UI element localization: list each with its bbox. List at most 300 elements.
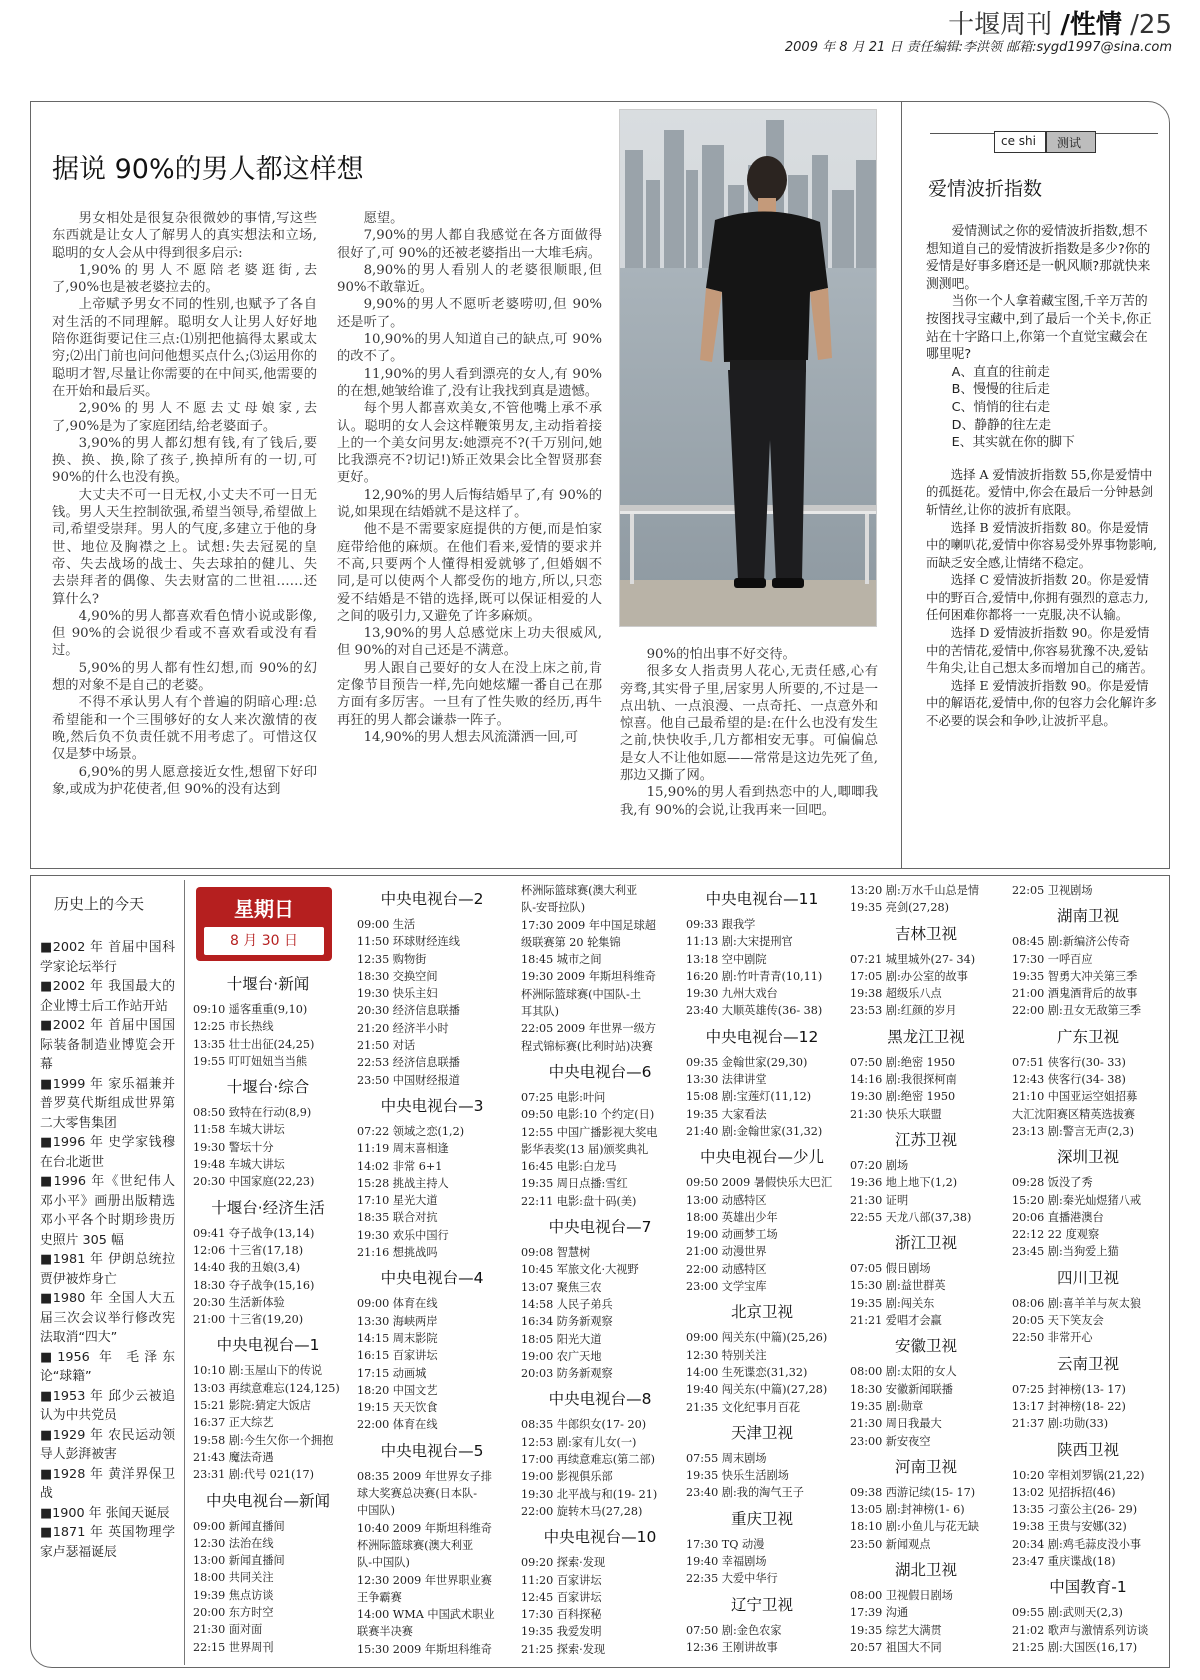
program-line: 11:19 周末喜相逢 [357, 1142, 449, 1156]
program-line: 23:13 剧:警言无声(2,3) [1012, 1124, 1135, 1138]
program-line: 22:05 2009 年世界一级方 [521, 1022, 656, 1036]
tv-column-f [1012, 882, 1164, 1656]
program-line: 23:00 新安夜空 [850, 1434, 931, 1448]
program-line: 10:20 宰相刘罗锅(21,22) [1012, 1468, 1145, 1482]
article-paragraph: 15,90%的男人看到热恋中的人,唧唧我我,有 90%的会说,让我再来一回吧。 [620, 785, 878, 818]
article-title: 据说 90%的男人都这样想 [52, 154, 364, 185]
program-line: 19:30 剧:绝密 1950 [850, 1090, 956, 1104]
tv-column-e [850, 882, 1002, 1656]
program-line: 14:16 剧:我很探柯南 [850, 1073, 957, 1087]
program-line: 13:30 法律讲堂 [686, 1073, 767, 1087]
program-line: 12:30 2009 年世界职业赛 [357, 1573, 492, 1587]
channel-name: 辽宁卫视 [730, 1595, 793, 1614]
program-line: 19:30 2009 年斯坦科维奇 [521, 970, 656, 984]
header-sep: / [1060, 10, 1070, 40]
history-item: ■1900 年 张闻天诞辰 [40, 1505, 170, 1521]
program-line: 17:15 动画城 [357, 1366, 427, 1380]
program-line: 09:33 跟我学 [686, 918, 756, 931]
program-line: 19:35 智勇大冲关第三季 [1012, 969, 1138, 983]
program-line: 13:35 壮士出征(24,25) [193, 1037, 315, 1051]
program-line: 杯洲际篮球赛(中国队-土 [521, 987, 642, 1001]
program-line: 队-安哥拉队) [521, 901, 586, 915]
program-line: 13:03 再续意难忘(124,125) [193, 1381, 340, 1395]
quiz-option: B、慢慢的往后走 [951, 382, 1050, 398]
program-line: 09:10 遥客重重(9,10) [193, 1003, 308, 1016]
program-line: 19:58 剧:今生欠你一个拥抱 [193, 1433, 334, 1447]
history-item: ■1996 年 史学家钱穆在台北逝世 [40, 1135, 175, 1170]
program-line: 18:30 夺子战争(15,16) [193, 1278, 315, 1292]
channel-name: 重庆卫视 [730, 1509, 793, 1528]
quiz-spacer [926, 452, 1158, 466]
program-line: 15:20 剧:秦光灿煜猪八戒 [1012, 1193, 1142, 1207]
program-line: 大汇沈阳赛区精英选拔赛 [1012, 1107, 1136, 1121]
program-line: 22:00 旋转木马(27,28) [521, 1504, 643, 1518]
program-line: 19:35 综艺大满贯 [850, 1623, 942, 1637]
channel-name: 中央电视台—11 [705, 890, 819, 908]
program-line: 17:30 一呼百应 [1012, 952, 1093, 966]
editor-line: 2009 年 8 月 21 日 责任编辑:李洪领 邮箱:sygd1997@sina.com [784, 40, 1172, 55]
program-line: 17:30 2009 年中国足球超 [521, 918, 656, 932]
program-line: 19:38 王贵与安娜(32) [1012, 1520, 1127, 1534]
program-line: 11:13 剧:大宋提刑官 [686, 935, 793, 949]
program-line: 08:50 致特在行动(8,9) [193, 1106, 312, 1120]
quiz-answer: 选择 D 爱情波折指数 90。你是爱情中的苦情花,爱情中,你容易犹豫不决,爱钻牛角尖,让自己想太多而增加自己的痛苦。 [926, 625, 1153, 676]
program-line: 19:39 焦点访谈 [193, 1588, 274, 1602]
program-line: 20:30 中国家庭(22,23) [193, 1175, 315, 1189]
history-item: ■2002 年 首届中国科学家论坛举行 [40, 940, 175, 975]
program-line: 17:30 TQ 动漫 [686, 1537, 765, 1551]
quiz-option: A、直直的往前走 [951, 364, 1050, 380]
article-paragraph: 男女相处是很复杂很微妙的事情,写这些东西就是让女人了解男人的真实想法和立场,聪明的女人会从中得到很多启示: [52, 211, 317, 261]
program-line: 20:00 东方时空 [193, 1606, 274, 1620]
program-line: 18:35 联合对抗 [357, 1211, 438, 1225]
program-line: 16:37 正大综艺 [193, 1416, 274, 1430]
program-line: 19:36 地上地下(1,2) [850, 1176, 958, 1190]
history-item: ■1956 年 毛泽东论“球籍” [40, 1349, 175, 1384]
program-line: 11:58 车城大讲坛 [193, 1123, 285, 1137]
program-line: 12:55 中国广播影视大奖电 [521, 1125, 658, 1139]
program-line: 15:30 2009 年斯坦科维奇 [357, 1642, 492, 1656]
man-by-harbor-illustration [620, 110, 877, 627]
article-paragraph: 8,90%的男人看别人的老婆很顺眼,但 90%不敢靠近。 [337, 262, 602, 296]
program-line: 球大奖赛总决赛(日本队- [357, 1487, 478, 1501]
program-line: 12:30 法治在线 [193, 1536, 274, 1550]
program-line: 20:30 生活新体验 [193, 1295, 285, 1309]
program-line: 23:31 剧:代号 021(17) [193, 1468, 315, 1482]
program-line: 19:38 超级乐八点 [850, 987, 942, 1001]
quiz-tag-label: 测试 [1046, 131, 1096, 153]
channel-name: 十堰台·综合 [226, 1078, 310, 1097]
quiz-tag-pinyin: ce shi [994, 131, 1046, 153]
program-line: 16:45 电影:白龙马 [521, 1160, 617, 1174]
program-line: 07:50 剧:绝密 1950 [850, 1055, 956, 1069]
program-line: 07:25 封神榜(13- 17) [1012, 1382, 1126, 1396]
program-line: 12:35 购物街 [357, 952, 427, 966]
channel-name: 广东卫视 [1056, 1027, 1119, 1046]
program-line: 队-中国队) [357, 1556, 410, 1570]
program-line: 13:30 海峡两岸 [357, 1314, 438, 1328]
program-line: 21:30 证明 [850, 1193, 909, 1207]
program-line: 19:40 闯关东(中篇)(27,28) [686, 1383, 828, 1397]
channel-name: 四川卫视 [1056, 1268, 1119, 1287]
history-item: ■1928 年 黄洋界保卫战 [40, 1466, 175, 1501]
article-paragraph: 不得不承认男人有个普遍的阴暗心理:总希望能和一个三围够好的女人来次激情的夜晚,然后负不负责任就不用考虑了。可惜这仅仅是梦中场景。 [52, 695, 317, 763]
program-line: 21:00 动漫世界 [686, 1245, 767, 1259]
channel-name: 中央电视台—7 [548, 1218, 652, 1237]
program-line: 19:00 动画梦工场 [686, 1228, 778, 1242]
program-line: 21:00 十三省(19,20) [193, 1313, 304, 1327]
program-line: 14:00 生死谍恋(31,32) [686, 1365, 808, 1379]
channel-name: 北京卫视 [730, 1303, 793, 1322]
program-line: 09:00 体育在线 [357, 1297, 438, 1311]
history-item: ■1929 年 农民运动领导人彭湃被害 [40, 1427, 175, 1462]
program-line: 21:35 文化纪事月百花 [686, 1400, 801, 1414]
program-line: 09:08 智慧树 [521, 1246, 591, 1260]
tv-column-a [193, 967, 343, 1656]
program-line: 16:34 防务新观察 [521, 1315, 613, 1329]
article-paragraph: 愿望。 [363, 211, 404, 226]
channel-name: 中央电视台—12 [705, 1027, 819, 1046]
day-name: 星期日 [234, 897, 294, 921]
program-line: 17:05 剧:办公室的故事 [850, 969, 968, 983]
program-line: 23:53 剧:红颜的岁月 [850, 1004, 957, 1018]
program-line: 13:02 见招拆招(46) [1012, 1485, 1116, 1499]
program-line: 19:35 大家看法 [686, 1107, 767, 1121]
program-line: 12:53 剧:家有儿女(一) [521, 1435, 637, 1449]
program-line: 13:07 聚焦三农 [521, 1280, 602, 1294]
article-paragraph: 2,90%的男人不愿去丈母娘家,去了,90%是为了家庭团结,给老婆面子。 [52, 401, 317, 434]
quiz-answer: 选择 E 爱情波折指数 90。你是爱情中的解语花,爱情中,你的包容力会化解许多不必要的误会和争吵,让波折平息。 [926, 677, 1157, 729]
program-line: 18:10 剧:小鱼儿与花无缺 [850, 1520, 980, 1534]
program-line: 11:20 百家讲坛 [521, 1573, 602, 1587]
channel-name: 湖南卫视 [1056, 907, 1119, 926]
quiz-intro: 当你一个人拿着藏宝图,千辛万苦的按图找寻宝藏中,到了最后一个关卡,你正站在十字路口上,你第一个直觉宝藏会在哪里呢? [926, 294, 1152, 363]
quiz-answer: 选择 B 爱情波折指数 80。你是爱情中的喇叭花,爱情中你容易受外界事物影响,而缺乏安全感,让情绪不稳定。 [926, 519, 1157, 570]
article-paragraph: 大丈夫不可一日无权,小丈夫不可一日无钱。男人天生控制欲强,希望当领导,希望做上司,希望受崇拜。男人的气度,多建立于他的身世、地位及胸襟之上。试想:失去冠冕的皇帝、失去战场的战士、失去球拍的健儿、失去崇拜者的偶像、失去财富的二世祖……还算什么? [52, 487, 317, 607]
history-column [40, 885, 175, 1562]
program-line: 19:35 周日点播:雪红 [521, 1177, 628, 1191]
program-line: 12:45 百家讲坛 [521, 1590, 602, 1604]
program-line: 19:30 快乐主妇 [357, 987, 438, 1001]
program-line: 20:06 直播港澳台 [1012, 1210, 1104, 1224]
channel-name: 云南卫视 [1056, 1354, 1119, 1373]
program-line: 19:48 车城大讲坛 [193, 1158, 285, 1172]
program-line: 09:50 2009 暑假快乐大巴汇 [686, 1176, 833, 1190]
program-line: 17:00 再续意难忘(第二部) [521, 1453, 656, 1467]
program-line: 23:50 中国财经报道 [357, 1073, 460, 1087]
quiz-body [926, 223, 1158, 730]
program-line: 14:15 周末影院 [357, 1331, 438, 1345]
program-line: 20:03 防务新观察 [521, 1367, 613, 1381]
program-line: 09:00 生活 [357, 918, 416, 931]
program-line: 18:30 交换空间 [357, 969, 438, 983]
program-line: 21:30 面对面 [193, 1623, 263, 1637]
program-line: 22:15 世界周刊 [193, 1640, 274, 1654]
program-line: 19:30 九州大戏台 [686, 987, 778, 1001]
program-line: 13:05 剧:封神榜(1- 6) [850, 1503, 965, 1517]
program-line: 23:47 重庆谍战(18) [1012, 1555, 1116, 1569]
program-line: 22:55 天龙八部(37,38) [850, 1210, 972, 1224]
article-paragraph: 11,90%的男人看到漂亮的女人,有 90%的在想,她皱给谁了,没有让我找到真是遗憾。 [337, 366, 602, 399]
program-line: 09:55 剧:武则天(2,3) [1012, 1606, 1123, 1620]
program-line: 22:50 非常开心 [1012, 1331, 1093, 1345]
day-badge [196, 887, 332, 961]
program-line: 21:43 魔法奇遇 [193, 1450, 274, 1464]
program-line: 07:50 剧:金色农家 [686, 1623, 782, 1637]
program-line: 10:40 2009 年斯坦科维奇 [357, 1521, 492, 1535]
program-line: 08:35 牛郎织女(17- 20) [521, 1418, 647, 1432]
program-line: 王争霸赛 [357, 1590, 402, 1604]
article-paragraph: 12,90%的男人后悔结婚早了,有 90%的说,如果现在结婚就不是这样了。 [337, 487, 602, 521]
program-line: 22:12 22 度观察 [1012, 1228, 1100, 1242]
program-line: 杯洲际篮球赛(澳大利亚 [357, 1538, 474, 1552]
program-line: 07:25 电影:叶问 [521, 1090, 606, 1104]
article-column-1 [52, 210, 317, 798]
program-line: 21:40 剧:金翰世家(31,32) [686, 1124, 823, 1138]
channel-name: 陕西卫视 [1056, 1440, 1119, 1459]
quiz-answer: 选择 C 爱情波折指数 20。你是爱情中的野百合,爱情中,你拥有强烈的意志力,任何困难你都将一一克服,决不认输。 [926, 572, 1149, 623]
quiz-tag [994, 131, 1096, 153]
program-line: 21:30 快乐大联盟 [850, 1107, 942, 1121]
program-line: 09:20 探索·发现 [521, 1556, 606, 1570]
program-line: 22:00 体育在线 [357, 1418, 438, 1432]
history-item: ■1999 年 家乐福兼并普罗莫代斯组成世界第二大零售集团 [40, 1076, 175, 1131]
program-line: 22:53 经济信息联播 [357, 1056, 460, 1070]
program-line: 21:00 酒鬼酒背后的故事 [1012, 987, 1138, 1001]
program-line: 12:36 王刚讲故事 [686, 1640, 778, 1654]
program-line: 15:21 影院:猜定大饭店 [193, 1399, 311, 1413]
program-line: 21:37 剧:功勋(33) [1012, 1417, 1109, 1431]
article-paragraph: 5,90%的男人都有性幻想,而 90%的幻想的对象不是自己的老婆。 [52, 660, 317, 694]
article-paragraph: 6,90%的男人愿意接近女性,想留下好印象,或成为护花使者,但 90%的没有达到 [52, 764, 317, 797]
program-line: 19:35 我爱发明 [521, 1625, 602, 1639]
program-line: 22:00 动感特区 [686, 1262, 767, 1276]
program-line: 07:55 周末剧场 [686, 1451, 767, 1465]
program-line: 07:05 假日剧场 [850, 1262, 931, 1276]
program-line: 22:00 剧:丑女无敌第三季 [1012, 1004, 1142, 1018]
quiz-option: D、静静的往左走 [951, 417, 1052, 433]
article-paragraph: 10,90%的男人知道自己的缺点,可 90%的改不了。 [337, 332, 602, 365]
program-line: 08:06 剧:喜羊羊与灰太狼 [1012, 1296, 1142, 1310]
channel-name: 黑龙江卫视 [887, 1027, 965, 1046]
channel-name: 深圳卫视 [1056, 1148, 1119, 1167]
column-divider [901, 101, 902, 869]
article-paragraph: 13,90%的男人总感觉床上功夫很威风,但 90%的对自己还是不满意。 [337, 626, 602, 659]
program-line: 17:39 沟通 [850, 1606, 909, 1620]
program-line: 15:30 剧:益世群英 [850, 1279, 946, 1293]
program-line: 19:30 北平战与和(19- 21) [521, 1487, 658, 1501]
program-line: 12:30 特别关注 [686, 1348, 767, 1362]
program-line: 22:05 卫视剧场 [1012, 884, 1093, 897]
program-line: 10:10 剧:玉屋山下的传说 [193, 1364, 323, 1378]
program-line: 09:35 金翰世家(29,30) [686, 1055, 808, 1069]
channel-name: 中央电视台—4 [380, 1269, 484, 1288]
program-line: 13:35 刁蛮公主(26- 29) [1012, 1503, 1138, 1517]
article-paragraph: 1,90%的男人不愿陪老婆逛街,去了,90%也是被老婆拉去的。 [52, 262, 317, 296]
channel-name: 天津卫视 [730, 1423, 793, 1442]
channel-name: 江苏卫视 [894, 1130, 957, 1149]
program-line: 17:30 百科探秘 [521, 1608, 602, 1622]
program-line: 19:35 剧:勋章 [850, 1399, 924, 1413]
program-line: 20:34 剧:鸡毛蒜皮没小事 [1012, 1537, 1142, 1551]
program-line: 22:35 大爱中华行 [686, 1572, 778, 1586]
history-item: ■1981 年 伊朗总统拉贾伊被炸身亡 [40, 1252, 175, 1287]
program-line: 14:02 非常 6+1 [357, 1159, 443, 1173]
tv-column-d [686, 882, 838, 1656]
channel-name: 湖北卫视 [894, 1561, 957, 1580]
quiz-intro: 爱情测试之你的爱情波折指数,想不想知道自己的爱情波折指数是多少?你的爱情是好事多磨还是一帆风顺?那就快来测测吧。 [926, 224, 1151, 292]
program-line: 19:15 天天饮食 [357, 1401, 438, 1415]
program-line: 12:25 市长热线 [193, 1020, 274, 1034]
program-line: 09:28 饭没了秀 [1012, 1176, 1093, 1190]
channel-name: 中央电视台—1 [216, 1336, 320, 1355]
page-number: /25 [1130, 10, 1172, 40]
program-line: 18:30 安徽新闻联播 [850, 1382, 953, 1396]
program-line: 21:30 周日我最大 [850, 1417, 942, 1431]
program-line: 21:10 中国亚运空姐招募 [1012, 1090, 1138, 1104]
article-paragraph: 90%的怕出事不好交待。 [646, 647, 796, 662]
tv-column-c [521, 882, 679, 1658]
program-line: 19:30 欢乐中国行 [357, 1228, 449, 1242]
program-line: 12:06 十三省(17,18) [193, 1243, 304, 1257]
channel-name: 中央电视台—2 [380, 890, 484, 908]
program-line: 21:20 经济半小时 [357, 1021, 449, 1035]
channel-name: 中央电视台—新闻 [205, 1491, 330, 1510]
program-line: 15:28 挑战主持人 [357, 1176, 449, 1190]
program-line: 18:45 城市之间 [521, 953, 602, 967]
program-line: 21:21 爱唱才会赢 [850, 1314, 942, 1328]
quiz-option: E、其实就在你的脚下 [951, 435, 1075, 451]
program-line: 15:08 剧:宝莲灯(11,12) [686, 1090, 812, 1104]
article-paragraph: 他不是不需要家庭提供的方便,而是怕家庭带给他的麻烦。在他们看来,爱情的要求并不高,只要两个人懂得相爱就够了,但婚姻不同,是可以使两个人都受伤的地方,所以,只恋爱不结婚是不错的选择,既可以保证相爱的人之间的吸引力,又避免了许多麻烦。 [337, 522, 602, 624]
program-line: 21:16 想挑战吗 [357, 1246, 438, 1260]
channel-name: 安徽卫视 [894, 1337, 957, 1356]
channel-name: 中央电视台—10 [543, 1528, 657, 1547]
program-line: 13:20 剧:万水千山总是情 [850, 884, 980, 897]
program-line: 09:50 电影:10 个约定(日) [521, 1108, 655, 1122]
program-line: 级联赛第 20 轮集锦 [521, 935, 621, 949]
article-paragraph: 14,90%的男人想去风流潇洒一回,可 [363, 729, 579, 745]
program-line: 11:50 环球财经连线 [357, 935, 460, 949]
program-line: 12:43 侠客行(34- 38) [1012, 1073, 1126, 1087]
program-line: 08:00 卫视假日剧场 [850, 1589, 953, 1603]
program-line: 23:45 剧:当狗爱上猫 [1012, 1245, 1119, 1259]
article-paragraph: 每个男人都喜欢美女,不管他嘴上承不承认。聪明的女人会这样鞭策男友,主动指着接上的一个美女问男友:她漂亮不?(千万别问,她比我漂亮不?切记!)矫正效果会比全智贤那套更好。 [337, 401, 602, 486]
program-line: 21:02 歌声与激情系列访谈 [1012, 1623, 1149, 1637]
article-column-3 [620, 646, 878, 819]
program-line: 16:20 剧:竹叶青青(10,11) [686, 969, 823, 983]
history-list [40, 938, 175, 1562]
program-line: 19:00 影视俱乐部 [521, 1470, 613, 1484]
program-line: 14:00 WMA 中国武术职业 [357, 1608, 495, 1622]
program-line: 21:25 探索·发现 [521, 1642, 606, 1656]
quiz-answer: 选择 A 爱情波折指数 55,你是爱情中的孤挺花。爱情中,你会在最后一分钟悬剑斩情丝,让你的波折有底限。 [926, 466, 1153, 517]
channel-name: 浙江卫视 [894, 1234, 957, 1253]
article-paragraph: 男人跟自己要好的女人在没上床之前,肯定像节目预告一样,先向她炫耀一番自己在那方面有多厉害。一旦有了性失败的经历,再牛再狂的男人都会谦恭一阵子。 [337, 660, 602, 728]
quiz-title: 爱情波折指数 [928, 178, 1043, 200]
history-item: ■2002 年 我国最大的企业博士后工作站开站 [40, 979, 175, 1014]
history-item: ■1953 年 邱少云被追认为中共党员 [40, 1388, 175, 1423]
program-line: 18:00 共同关注 [193, 1571, 274, 1585]
day-date: 8 月 30 日 [204, 927, 324, 955]
channel-name: 中央电视台—8 [548, 1390, 652, 1409]
program-line: 耳其队) [521, 1005, 559, 1019]
program-line: 19:55 叮叮妞妞当当熊 [193, 1054, 308, 1068]
program-line: 07:20 剧场 [850, 1158, 909, 1172]
article-paragraph: 上帝赋予男女不同的性别,也赋予了各自对生活的不同理解。聪明女人让男人好好地陪你逛街要记住三点:⑴别把他搞得太累或太穷;⑵出门前也问问他想买点什么;⑶运用你的聪明才智,尽量让你需要的在中间买,他需要的在开始和最后买。 [52, 297, 317, 399]
program-line: 18:00 英雄出少年 [686, 1210, 778, 1224]
program-line: 23:50 新闻观点 [850, 1537, 931, 1551]
publication-name: 十堰周刊 [948, 10, 1053, 40]
quiz-option: C、悄悄的往右走 [951, 399, 1051, 415]
program-line: 07:51 侠客行(30- 33) [1012, 1055, 1126, 1069]
channel-name: 吉林卫视 [894, 924, 957, 943]
program-line: 19:35 亮剑(27,28) [850, 901, 949, 915]
program-line: 18:05 阳光大道 [521, 1332, 602, 1346]
program-line: 21:50 对话 [357, 1039, 416, 1053]
program-line: 09:00 新闻直播间 [193, 1519, 285, 1533]
article-column-2 [337, 210, 602, 746]
section-name: 性情 [1069, 10, 1122, 40]
channel-name: 中央电视台—5 [380, 1441, 484, 1460]
program-line: 10:45 军旅文化·大视野 [521, 1263, 639, 1277]
article-paragraph: 9,90%的男人不愿听老婆唠叨,但 90%还是听了。 [337, 297, 602, 330]
program-line: 13:00 新闻直播间 [193, 1554, 285, 1568]
channel-name: 河南卫视 [894, 1457, 957, 1476]
program-line: 08:35 2009 年世界女子排 [357, 1469, 492, 1483]
article-paragraph: 4,90%的男人都喜欢看色情小说或影像,但 90%的会说很少看或不喜欢看或没有看过。 [52, 608, 317, 659]
article-paragraph: 7,90%的男人都自我感觉在各方面做得很好了,可 90%的还被老婆指出一大堆毛病。 [337, 228, 602, 261]
program-line: 19:30 警坛十分 [193, 1140, 274, 1154]
program-line: 23:00 文学宝库 [686, 1280, 767, 1294]
program-line: 16:15 百家讲坛 [357, 1349, 438, 1363]
program-line: 17:10 星光大道 [357, 1194, 438, 1208]
program-line: 21:25 剧:大国医(16,17) [1012, 1640, 1138, 1654]
program-line: 13:00 动感特区 [686, 1193, 767, 1207]
program-line: 程式锦标赛(比利时站)决赛 [521, 1039, 653, 1053]
program-line: 中国队) [357, 1504, 395, 1518]
program-line: 08:00 剧:太阳的女人 [850, 1365, 957, 1379]
channel-name: 十堰台·新闻 [226, 975, 310, 993]
program-line: 19:35 剧:闯关东 [850, 1296, 935, 1310]
program-line: 19:35 快乐生活剧场 [686, 1469, 789, 1483]
history-divider [184, 880, 185, 1665]
history-item: ■1996 年《世纪伟人邓小平》画册出版精选邓小平各个时期珍贵历史照片 305 幅 [40, 1174, 175, 1248]
program-line: 23:40 剧:我的淘气王子 [686, 1486, 804, 1500]
program-line: 09:38 西游记续(15- 17) [850, 1485, 976, 1499]
program-line: 23:40 大顺英雄传(36- 38) [686, 1004, 823, 1018]
program-line: 13:18 空中剧院 [686, 952, 767, 966]
program-line: 14:58 人民子弟兵 [521, 1297, 613, 1311]
program-line: 13:17 封神榜(18- 22) [1012, 1399, 1126, 1413]
program-line: 19:40 幸福剧场 [686, 1555, 767, 1569]
article-paragraph: 很多女人指责男人花心,无责任感,心有旁骛,其实骨子里,居家男人所要的,不过是一点出轨、一点浪漫、一点奇托、一点意外和惊喜。他自己最希望的是:在什么也没有发生之前,快快收手,几方都相安无事。可偏偏总是女人不让他如愿——常常是这边先死了鱼,那边又撕了网。 [620, 664, 878, 784]
program-line: 14:40 我的丑娘(3,4) [193, 1261, 301, 1275]
history-title: 历史上的今天 [54, 895, 145, 913]
program-line: 07:22 领域之恋(1,2) [357, 1124, 465, 1138]
program-line: 09:41 夺子战争(13,14) [193, 1226, 315, 1240]
channel-name: 中央电视台—3 [380, 1096, 484, 1115]
program-line: 20:30 经济信息联播 [357, 1004, 460, 1018]
channel-name: 十堰台·经济生活 [211, 1198, 325, 1217]
channel-name: 中央电视台—少儿 [699, 1148, 824, 1167]
history-item: ■1980 年 全国人大五届三次会议举行修改宪法取消“四大” [40, 1291, 175, 1345]
program-line: 07:21 城里城外(27- 34) [850, 952, 976, 966]
channel-name: 中国教育-1 [1049, 1578, 1127, 1597]
history-item: ■1871 年 英国物理学家卢瑟福诞辰 [40, 1525, 175, 1560]
program-line: 19:00 农广天地 [521, 1349, 602, 1363]
history-item: ■2002 年 首届中国国际装备制造业博览会开幕 [40, 1018, 175, 1072]
